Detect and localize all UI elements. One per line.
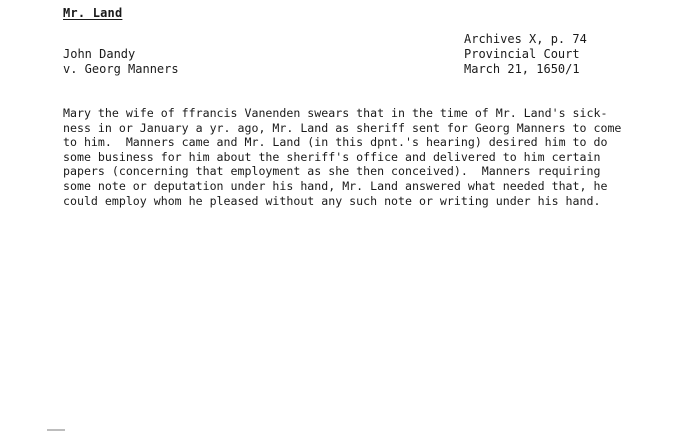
case-parties	[63, 47, 179, 77]
citation	[464, 32, 587, 77]
text-line: Mary the wife of ffrancis Vanenden swears that in the time of Mr. Land's sick-	[63, 106, 608, 120]
plaintiff-name: John Dandy	[63, 47, 136, 61]
margin-mark	[47, 429, 65, 431]
text-line: could employ whom he pleased without any such note or writing under his hand.	[63, 193, 601, 208]
text-line: papers (concerning that employment as she then conceived). Manners requiring	[63, 164, 601, 179]
deposition-text	[63, 106, 653, 208]
text-line: ness in or January a yr. ago, Mr. Land as sheriff sent for Georg Manners to come	[63, 120, 622, 135]
court-name: Provincial Court	[464, 47, 580, 61]
text-line: to him. Manners came and Mr. Land (in this dpnt.'s hearing) desired him to do	[63, 135, 608, 150]
text-line: some note or deputation under his hand, Mr. Land answered what needed that, he	[63, 178, 608, 193]
page-heading: Mr. Land	[63, 6, 123, 20]
archive-reference: Archives X, p. 74	[464, 32, 587, 46]
record-date: March 21, 1650/1	[464, 62, 580, 76]
defendant-name: v. Georg Manners	[63, 62, 179, 76]
text-line: some business for him about the sheriff's office and delivered to him certain	[63, 149, 601, 164]
